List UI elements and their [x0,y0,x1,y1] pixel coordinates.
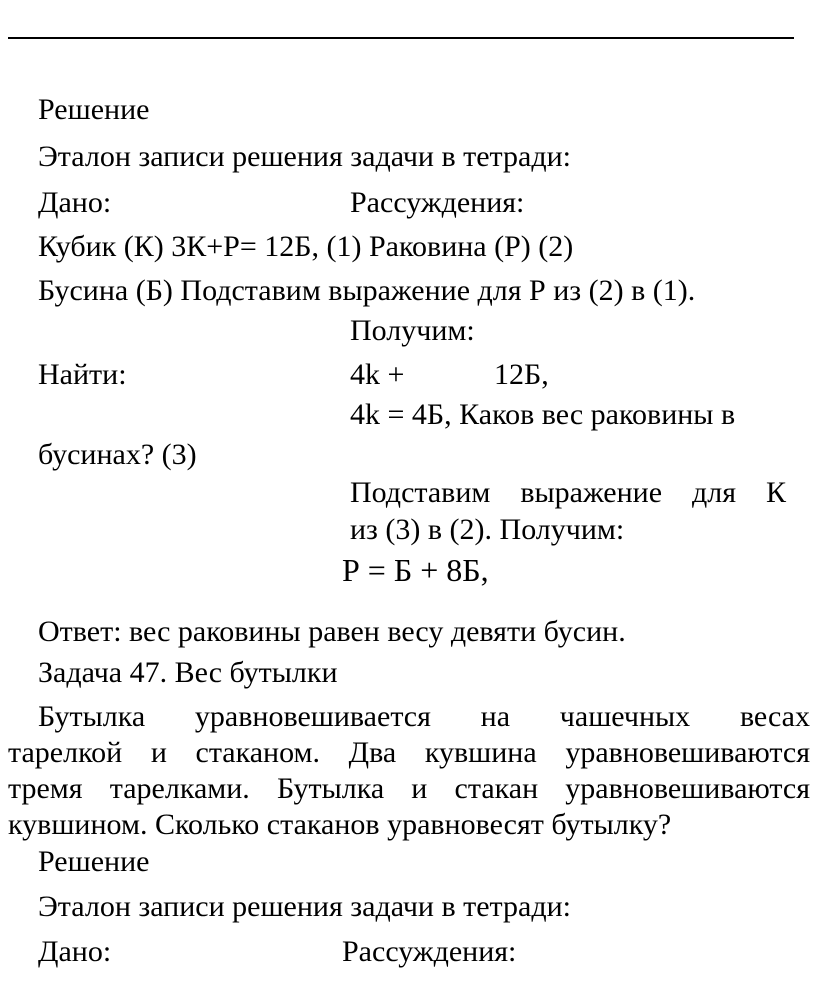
substitution-line-1: Подставим выражение для К [350,476,786,509]
task-paragraph-line-3: тремя тарелками. Бутылка и стакан уравновешиваются [8,772,810,805]
find-label: Найти: [38,358,127,391]
given-label-2: Дано: [38,935,112,968]
solution-heading: Решение [38,93,150,126]
reference-subheading: Эталон записи решения задачи в тетради: [38,140,571,173]
solution-heading-2: Решение [38,845,150,878]
equation-1-left: 4k + [350,358,405,391]
equation-1-right: 12Б, [494,358,549,391]
solution-line-1: Кубик (К) 3К+Р= 12Б, (1) Раковина (Р) (2) [38,230,574,263]
reasoning-label-2: Рассуждения: [342,935,517,968]
equation-2: 4k = 4Б, Каков вес раковины в [350,398,736,431]
task-title: Задача 47. Вес бутылки [38,656,338,689]
given-label: Дано: [38,186,112,219]
solution-line-2: Бусина (Б) Подставим выражение для Р из (2) в (1). [38,274,696,307]
task-paragraph-line-2: тарелкой и стаканом. Два кувшина уравновешиваются [8,736,810,769]
result-equation: Р = Б + 8Б, [342,552,489,588]
reference-subheading-2: Эталон записи решения задачи в тетради: [38,890,571,923]
solution-line-3: Получим: [350,314,475,347]
reasoning-label: Рассуждения: [350,186,525,219]
task-paragraph-line-1: Бутылка уравновешивается на чашечных весах [38,700,810,733]
substitution-line-2: из (3) в (2). Получим: [350,513,625,546]
top-rule [8,37,794,39]
solution-line-continuation: бусинах? (3) [38,438,197,471]
answer-text: Ответ: вес раковины равен весу девяти бусин. [38,615,626,648]
task-paragraph-line-4: кувшином. Сколько стаканов уравновесят бутылку? [8,808,672,841]
